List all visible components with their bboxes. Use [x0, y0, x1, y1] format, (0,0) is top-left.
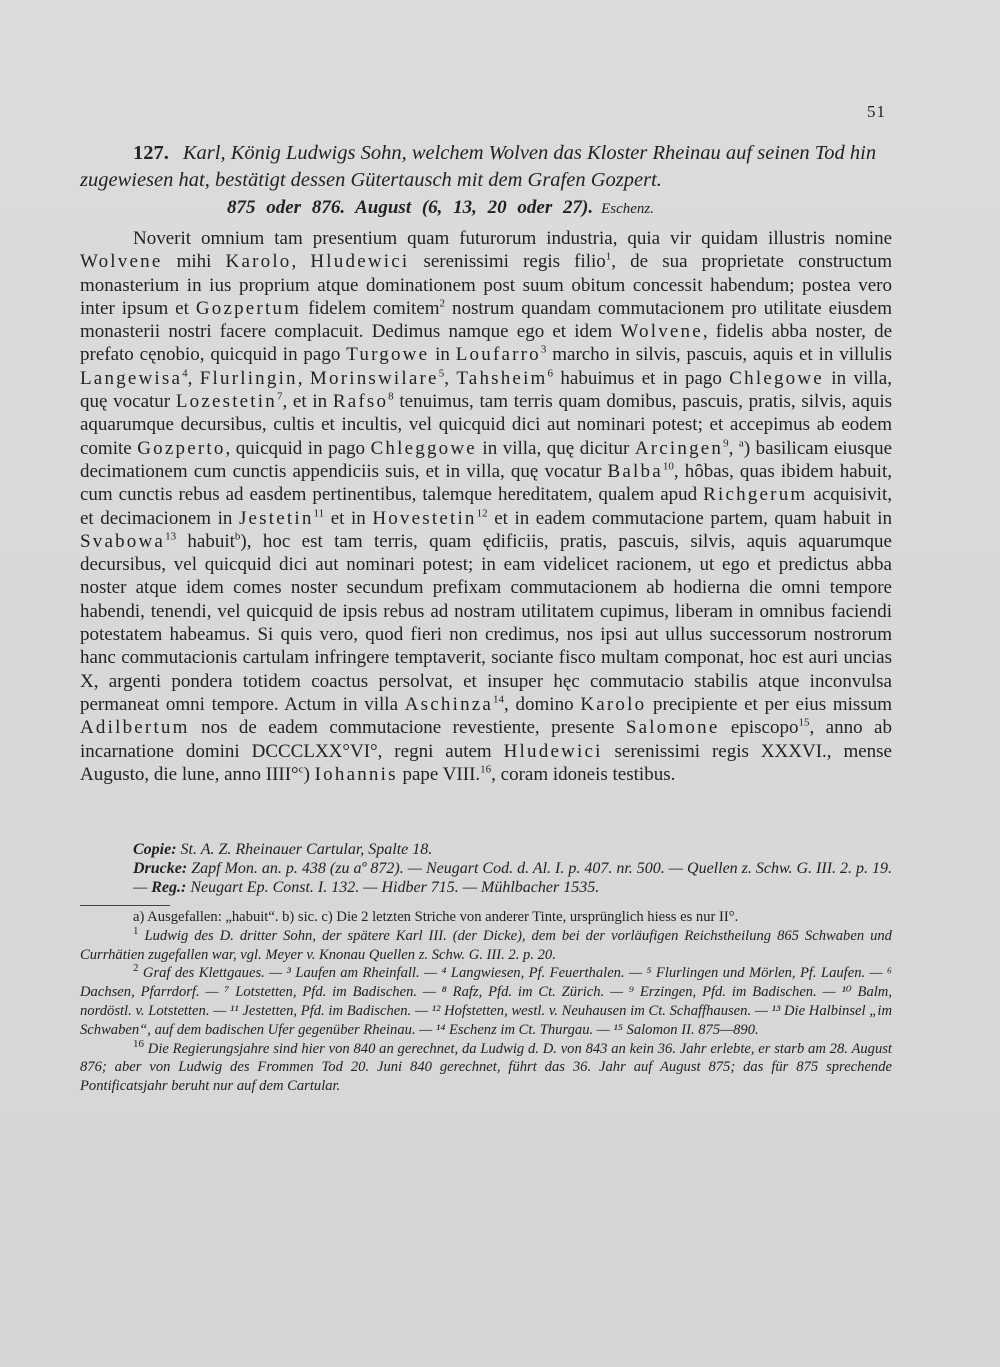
text-run: , anno ab incarnatione domini DCCCLXX°VI°, regni autem: [80, 717, 892, 762]
name-aschinza: Aschinza: [404, 693, 494, 715]
text-run: , coram idoneis testibus.: [491, 763, 676, 785]
name-hludewici: Hludewici: [503, 740, 603, 762]
text-run: in villa, quę vocatur: [80, 367, 892, 413]
name-wolvene: Wolvene: [80, 251, 163, 273]
footnote-ref: 15: [798, 716, 810, 729]
text-run: ,: [187, 367, 200, 389]
footnote-ref: 9: [723, 437, 729, 450]
heading-dateline: 875 oder 876. August (6, 13, 20 oder 27).: [227, 197, 594, 218]
heading-title-block: [80, 140, 892, 194]
text-run: fidelem comitem: [301, 297, 440, 319]
copie-line: [80, 840, 892, 859]
text-run: ): [303, 763, 315, 785]
footnote-ref: 12: [476, 507, 488, 520]
drucke-label: Drucke:: [133, 860, 188, 877]
name-hovestetin: Hovestetin: [372, 507, 477, 529]
apparatus-note: a) Ausgefallen: „habuit“. b) sic. c) Die 2 letzten Striche von anderer Tinte, ursprünglich hiess es nur II°.: [133, 909, 739, 925]
name-karolo: Karolo: [225, 251, 292, 273]
text-run: marcho in silvis, pascuis, aquis et in villulis: [546, 344, 892, 366]
footnote-ref: 8: [388, 390, 394, 403]
footnote-ref: 3: [540, 344, 547, 357]
footnote-ref: 14: [493, 693, 505, 706]
apparatus-ref: b: [234, 530, 241, 543]
text-run: episcopo: [719, 717, 799, 739]
text-run: nos de eadem commutacione revestiente, presente: [189, 717, 626, 739]
name-flurlingin: Flurlingin: [199, 367, 298, 389]
reg-text: Neugart Ep. Const. I. 132. — Hidber 715. — Mühlbacher 1535.: [190, 879, 600, 896]
footnote-ref: 11: [313, 507, 325, 520]
text-run: ,: [444, 367, 457, 389]
text-run: , quicquid in pago: [225, 437, 371, 459]
text-run: ,: [297, 367, 310, 389]
name-langewisa: Langewisa: [80, 367, 183, 389]
name-rafso: Rafso: [332, 391, 389, 413]
charter-text: [80, 227, 892, 786]
name-gozperto: Gozperto: [137, 437, 226, 459]
text-run: serenissimi regis XXXVI., mense Augusto, die lune, anno IIII°: [80, 740, 892, 785]
name-jestetin: Jestetin: [238, 507, 314, 529]
heading-place: Eschenz.: [601, 201, 654, 217]
name-karolo: Karolo: [580, 693, 647, 715]
text-run: , domino: [504, 693, 581, 715]
page-number: 51: [867, 102, 886, 121]
text-run: tenuimus, tam terris quam domibus, pascuis, pratis, silvis, aquis aquarumque decursibus, cultis et incultis, vel quicquid dici aut nominari potest; et accepimus ab eodem comite: [80, 391, 893, 459]
name-chleggowe: Chleggowe: [370, 437, 477, 459]
text-run: ) basilicam eiusque decimationem cum cunctis appendiciis suis, et in villa, quę vocatur: [80, 437, 893, 482]
apparatus-ref: c: [298, 763, 304, 776]
text-run: , de sua proprietate constructum monasterium in ius proprium atque dominationem post suum obitum concessit habendum; postea vero inter ipsum et: [80, 251, 892, 319]
copie-text: St. A. Z. Rheinauer Cartular, Spalte 18.: [180, 841, 433, 858]
footnote-ref: 13: [165, 530, 177, 543]
text-run: ,: [291, 251, 311, 273]
text-run: nostrum quandam commutacionem pro utilitate eiusdem monasterii nostri facere complacuit. Dedimus namque ego et idem: [80, 297, 892, 343]
text-run: in: [429, 344, 456, 366]
name-hludewici: Hludewici: [310, 251, 410, 273]
footnote-ref: 1: [605, 250, 612, 263]
apparatus-ref: a: [738, 437, 744, 450]
name-iohannis: Iohannis: [314, 763, 398, 785]
footnote-text: Graf des Klettgaues. — ³ Laufen am Rheinfall. — ⁴ Langwiesen, Pf. Feuerthalen. — ⁵ Flurlingen und Mörlen, Pf. Laufen. — ⁶ Dachsen, Pfarrdorf. — ⁷ Lotstetten, Pfd. im Badischen. — ⁸ Rafz, Pfd. im Ct. Zürich. — ⁹ Erzingen, Pfd. im Badischen. — ¹⁰ Balm, nordöstl. v. Lotstetten. — ¹¹ Jestetten, Pfd. im Badischen. — ¹² Hofstetten, westl. v. Neuhausen im Ct. Schaffhausen. — ¹³ Die Halbinsel „im Schwaben“, auf dem badischen Ufer gegenüber Rheinau. — ¹⁴ Eschenz im Ct. Thurgau. — ¹⁵ Salomon II. 875—890.: [80, 965, 892, 1038]
footnote-ref: 10: [662, 460, 674, 473]
footnote-ref: 2: [439, 297, 446, 310]
footnote-number: 2: [133, 962, 139, 975]
footnote-16: [80, 1037, 892, 1096]
text-run: precipiente et per eius missum: [646, 693, 893, 715]
document-number: 127.: [133, 142, 169, 164]
footnote-ref: 6: [547, 367, 554, 380]
drucke-line: [80, 859, 892, 897]
footnote-divider: [80, 905, 170, 906]
text-run: pape VIII.: [397, 763, 481, 785]
footnote-text: Ludwig des D. dritter Sohn, der spätere Karl III. (der Dicke), dem bei der vorläufigen Reichstheilung 865 Schwaben und Currhätien zugefallen war, vgl. Meyer v. Knonau Quellen z. Schw. G. III. 2. p. 20.: [80, 927, 892, 963]
text-run: ,: [728, 437, 739, 459]
name-richgerum: Richgerum: [703, 484, 808, 506]
footnotes: [80, 908, 892, 1096]
name-adilbertum: Adilbertum: [80, 717, 190, 739]
text-run: acquisivit, et decimacionem in: [80, 484, 892, 529]
footnote-ref: 7: [276, 390, 283, 403]
name-tahsheim: Tahsheim: [456, 367, 548, 389]
name-svabowa: Svabowa: [80, 530, 166, 552]
text-run: ), hoc est tam terris, quam ędificiis, pratis, pascuis, silvis, aquis aquarumque decursibus, vel quicquid dici aut nominari potest; in eam videlicet racionem, ut ego et predictus abba noster atque idem comes noster secundum prefixam commutacionem ab hodierna die omni tempore habendi, tenendi, vel quicquid de ipsis rebus ad nostram utilitatem cupimus, liberam in omnibus faciendi potestatem habeamus. Si quis vero, quod fieri non credimus, nos ipsi aut ullus successorum nostrorum hanc commutacionis cartulam infringere temptaverit, sociante fisco multam componat, hoc est auri uncias X, argenti pondera totidem coactus persolvat, et insuper hęc commutacio stabilis atque inconvulsa permaneat omni tempore. Actum in villa: [80, 530, 892, 715]
text-run: , fidelis abba noster, de prefato cęnobio, quicquid in pago: [80, 321, 892, 366]
name-chlegowe: Chlegowe: [729, 367, 824, 389]
text-run: et in: [324, 507, 373, 529]
text-run: , et in: [282, 391, 333, 413]
name-balba: Balba: [607, 460, 663, 482]
footnote-text: Die Regierungsjahre sind hier von 840 an gerechnet, da Ludwig d. D. von 843 an kein 36. Jahr erlebte, er starb am 28. August 876; aber von Ludwig des Frommen Tod 20. Juni 840 gerechnet, führt das 36. Jahr auf August 875; das für 875 sprechende Pontificatsjahr beruht nur auf dem Cartular.: [80, 1040, 892, 1095]
document-heading: [80, 140, 892, 223]
footnote-1: [80, 924, 892, 965]
text-run: habuit: [176, 530, 235, 552]
text-run: et in eadem commutacione partem, quam habuit in: [487, 507, 892, 529]
name-gozpertum: Gozpertum: [195, 297, 302, 319]
footnote-number: 1: [133, 924, 139, 937]
name-turgowe: Turgowe: [346, 344, 430, 366]
drucke-text: Zapf Mon. an. p. 438 (zu aº 872). — Neugart Cod. d. Al. I. p. 407. nr. 500. — Quellen z. Schw. G. III. 2. p. 19. —: [133, 860, 893, 896]
text-run: mihi: [162, 251, 226, 273]
text-run: serenissimi regis filio: [409, 251, 606, 273]
name-morinswilare: Morinswilare: [309, 367, 439, 389]
heading-title: Karl, König Ludwigs Sohn, welchem Wolven das Kloster Rheinau auf seinen Tod hin zugewiesen hat, bestätigt dessen Gütertausch mit dem Grafen Gozpert.: [80, 142, 877, 191]
footnote-number: 16: [133, 1037, 144, 1050]
footnote-2-15: [80, 964, 892, 1039]
name-arcingen: Arcingen: [634, 437, 724, 459]
text-run: Noverit omnium tam presentium quam futurorum industria, quia vir quidam illustris nomine: [133, 228, 892, 249]
footnote-ref: 16: [480, 763, 492, 776]
footnote-ref: 5: [438, 367, 445, 380]
text-run: in villa, quę dicitur: [476, 437, 635, 459]
text-run: habuimus et in pago: [553, 367, 730, 389]
footnote-ref: 4: [182, 367, 188, 380]
heading-dateline-block: [80, 194, 892, 223]
name-lozestetin: Lozestetin: [175, 391, 277, 413]
reg-label: Reg.:: [151, 879, 187, 896]
name-loufarro: Loufarro: [455, 344, 541, 366]
name-wolvene: Wolvene: [620, 321, 703, 343]
name-salomone: Salomone: [625, 717, 720, 739]
copie-label: Copie:: [133, 841, 177, 858]
sources-block: [80, 840, 892, 897]
text-run: , hȏbas, quas ibidem habuit, cum cunctis rebus ad easdem pertinentibus, talemque hereditatem, qualem apud: [80, 460, 892, 506]
